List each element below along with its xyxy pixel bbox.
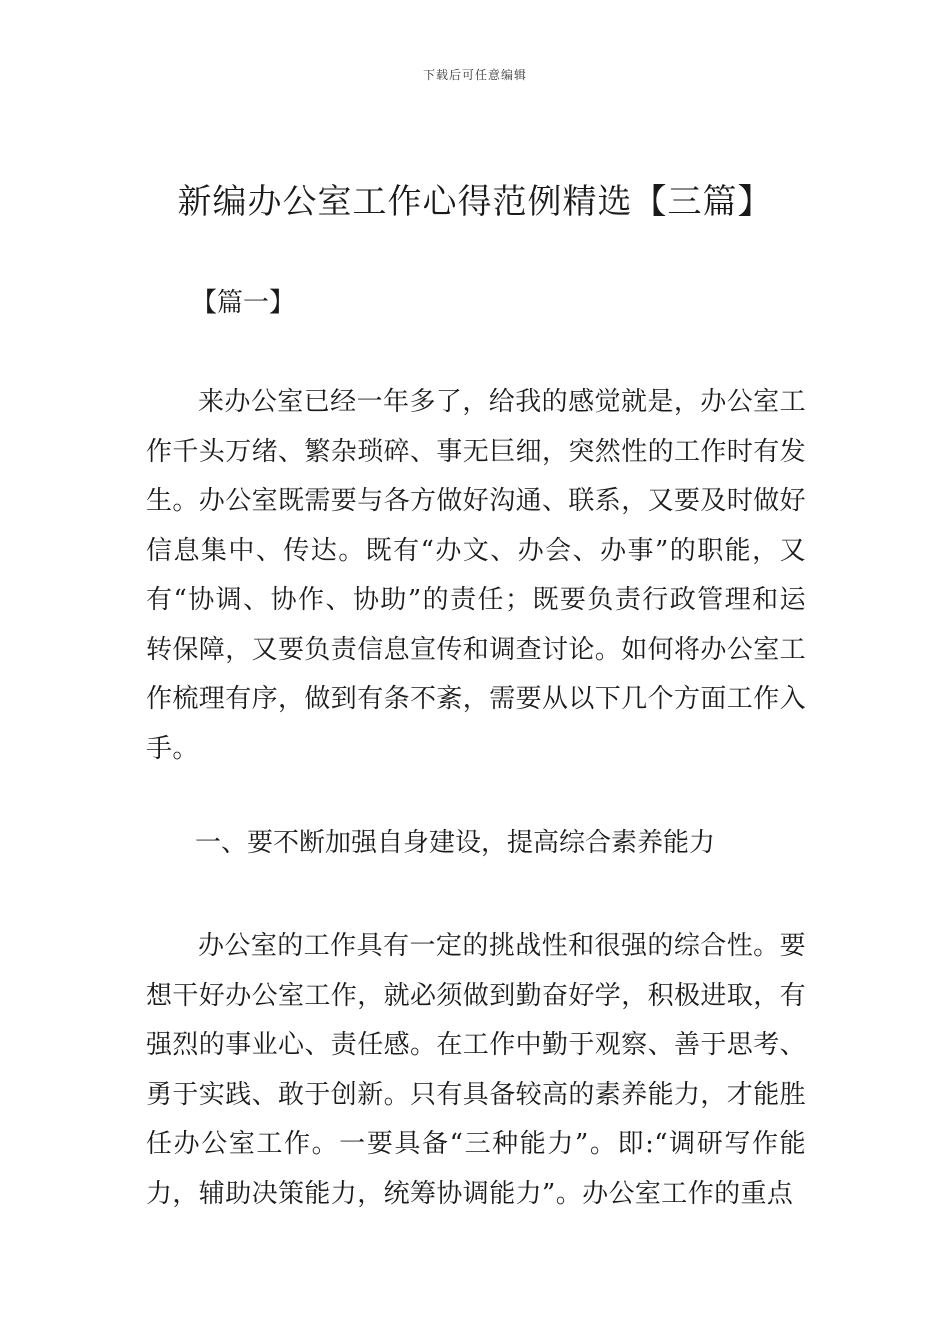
paragraph: 来办公室已经一年多了，给我的感觉就是，办公室工作千头万绪、繁杂琐碎、事无巨细，突然性的工作时有发生。办公室既需要与各方做好沟通、联系，又要及时做好信息集中、传达。既有“办文、办会、办事”的职能，又有“协调、协作、协助”的责任；既要负责行政管理和运转保障，又要负责信息宣传和调查讨论。如何将办公室工作梳理有序，做到有条不紊，需要从以下几个方面工作入手。 [146,387,807,764]
document-title: 新编办公室工作心得范例精选【三篇】 [177,182,773,222]
section-heading: 一、要不断加强自身建设，提高综合素养能力 [195,828,716,858]
section-label: 【篇一】 [191,288,296,318]
header-note: 下载后可任意编辑 [422,68,527,82]
paragraph: 办公室的工作具有一定的挑战性和很强的综合性。要想干好办公室工作，就必须做到勤奋好学，积极进取，有强烈的事业心、责任感。在工作中勤于观察、善于思考、勇于实践、敢于创新。只有具备较高的素养能力，才能胜任办公室工作。一要具备“三种能力”。即:“调研写作能力，辅助决策能力，统筹协调能力”。办公室工作的重点 [146,931,807,1209]
